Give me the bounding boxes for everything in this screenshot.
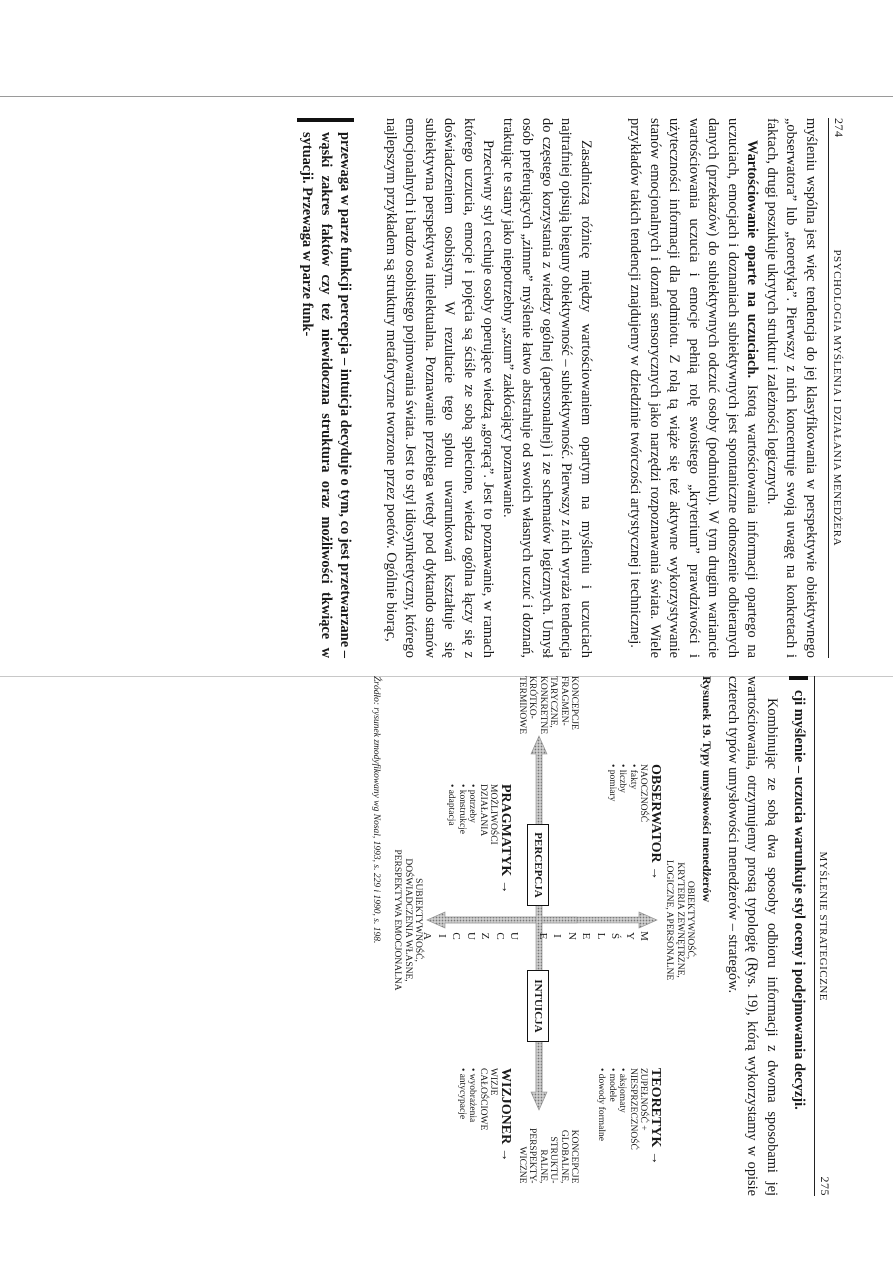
highlight-box [298, 118, 355, 658]
top-label: OBIEKTYWNOŚĆ, KRYTERIA ZEWNĘTRZNE, LOGICZNE, APERSONALNE [664, 859, 696, 981]
type-wizjoner: WIZJONER → WIZJE CAŁOŚCIOWE • wyobrażenia • antycypacje [457, 1068, 514, 1162]
figure-source: Źródło: rysunek zmodyfikowany wg Nosal, 1993, s. 229 i 1990, s. 198. [371, 676, 382, 944]
type-teoretyk: TEORETYK → ZUPEŁNOŚĆ + NIESPRZECZNOŚĆ • aksjomaty • modele • dowody formalne [596, 1068, 664, 1165]
highlight-text-right: cji myślenie – uczucia warunkuje styl oceny i podejmowania decyzji. [791, 690, 807, 1110]
box-percepcja: PERCEPCJA [528, 824, 550, 906]
page-274 [156, 118, 846, 658]
page-number: 274 [832, 118, 846, 138]
paragraph-4: Przeciwny styl cechuje osoby operujące wiedzą „gorącą”. Jest to poznawanie, w ramach którego uczucia, emocje i pojęcia są ściśle ze sobą splecione, wiedza ogólna łączy się z doświadczeniem osobistym. W rezultacie tego splotu uwarunkowań kształtuje się subiektywna perspektywa intelektualna. Poznawanie przebiega wtedy pod dyktando stanów emocjonalnych i bardzo osobistego pojmowania świata. Jest to styl idiosynkretyczny, którego najlepszym przykładem są struktury metaforyczne tworzone przez poetów. Ogólnie biorąc, [383, 118, 497, 658]
highlight-box-right [789, 676, 808, 1196]
highlight-text: przewaga w parze funkcji percepcja – intuicja decyduje o tym, co jest przetwarzane – wąski zakres faktów czy też niewidoczna struktura oraz możliwości tkwiące w sytuacji. Przewaga w parze funk- [299, 132, 354, 658]
page-275 [32, 676, 832, 1196]
running-head-right: MYŚLENIE STRATEGICZNE [817, 851, 829, 1002]
bottom-label: SUBIEKTYWNOŚĆ, DOŚWIADCZENIA WŁASNE, PERSPEKTYWA EMOCJONALNA [392, 849, 424, 991]
box-intuicja: INTUICJA [528, 970, 550, 1042]
paragraph-2-body: Istotą wartościowania informacji opartego na uczuciach, emocjach i doznaniach subiektywnych jest spontaniczne odnoszenie odbieranych danych (przekazów) do subiektywnych odczuć osoby (podmiotu). W tym drugim wariancie wartościowania uczucia i emocje pełnią rolę swoistego „kryterium” prawdziwości i użyteczności informacji dla podmiotu. Z rolą tą wiąże się też aktywne wykorzystywanie stanów emocjonalnych i doznań sensorycznych jako narzędzi rozpoznawania świata. Wiele przykładów takich tendencji znajdujemy w dziedzinie twórczości artystycznej i technicznej. [627, 118, 761, 658]
arrow-down [428, 912, 578, 928]
paragraph-2 [625, 118, 762, 658]
right-concepts: KONCEPCJE GLOBALNE, STRUKTU- RALNE, PERSPEKTY- WICZNE [517, 1128, 580, 1184]
paragraph-2-heading: Wartościowanie oparte na uczuciach. [744, 140, 761, 379]
page-number-right: 275 [818, 1176, 832, 1196]
running-head: PSYCHOLOGIA MYŚLENIA I DZIAŁANIA MENEDŻERA [831, 249, 843, 547]
type-pragmatyk: PRAGMATYK → MOŻLIWOŚCI DZIAŁANIA • potrzeby • konstrukcje • adaptacja [446, 784, 514, 894]
paragraph-right-1: Kombinując ze sobą dwa sposoby odbioru informacji z dwoma sposobami jej wartościowania, otrzymujemy prostą typologię (Rys. 19), którą wykorzystamy w opisie czterech typów umysłowości menedżerów – strategów. [725, 676, 780, 1196]
left-concepts: KONCEPCJE FRAGMEN- TARYCZNE, KONKRETNE KRÓTKO- TERMINOWE [517, 676, 580, 735]
scan-edge-top [0, 96, 893, 97]
figure-typology [260, 676, 700, 1196]
axis-myslenie: M Y Ś L E N I E [537, 931, 651, 941]
figure-title: Rysunek 19. Typy umysłowości menedżerów [700, 676, 715, 903]
paragraph-3: Zasadniczą różnicę między wartościowaniem opartym na myśleniu i uczuciach najtrafniej opisują bieguny obiektywność – subiektywność. Pierwszy z nich wyraża tendencja do częstego korzystania z wiedzy ogólnej (apersonalnej) i ze schematów logicznych. Umysł osób preferujących „zimne” myślenie łatwo abstrahuje od swoich własnych uczuć i doznań, traktując te stany jako niepotrzebny „szum” zakłócający poznawanie. [500, 118, 594, 658]
running-header-right [814, 676, 832, 1196]
paragraph-1: myśleniu wspólna jest więc tendencja do jej klasyfikowania w perspektywie obiektywnego „obserwatora” lub „teoretyka”. Pierwszy z nich koncentruje swoją uwagę na konkretach i faktach, drugi poszukuje ukrytych struktur i zależności logicznych. [764, 118, 819, 658]
type-obserwator: OBSERWATOR → NAOCZNOŚĆ • fakty • liczby • pomiary [607, 764, 664, 881]
axis-uczucia: U C Z U C I A [421, 932, 521, 940]
running-header [828, 118, 846, 658]
